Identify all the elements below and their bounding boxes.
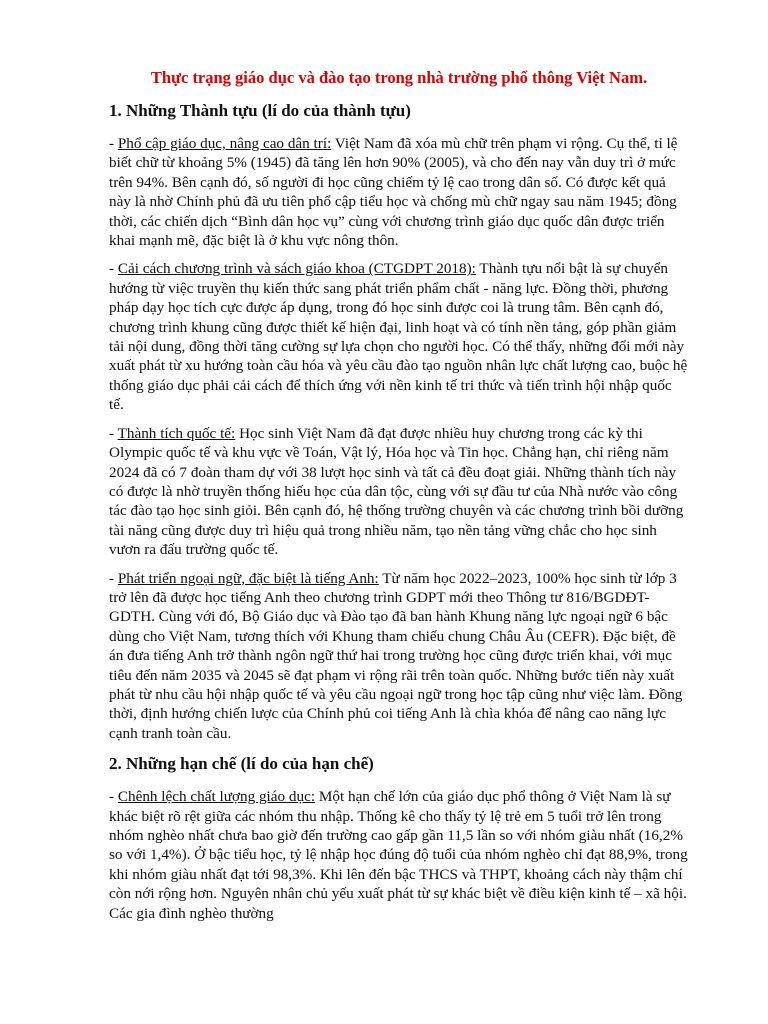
paragraph-lead: Cải cách chương trình và sách giáo khoa (CTGDPT 2018):: [117, 260, 476, 278]
paragraph-foreign-languages: [109, 569, 689, 744]
bullet-prefix: -: [109, 424, 118, 442]
paragraph-body: Học sinh Việt Nam đã đạt được nhiều huy chương trong các kỳ thi Olympic quốc tế và khu vực về Toán, Vật lý, Hóa học và Tin học. Chẳng hạn, chỉ riêng năm 2024 đã có 7 đoàn tham dự với 38 lượt học sinh và tất cả đều đoạt giải. Những thành tích này có được là nhờ truyền thống hiếu học của dân tộc, cùng với sự đầu tư của Nhà nước vào công tác đào tạo học sinh giỏi. Bên cạnh đó, hệ thống trường chuyên và các chương trình bồi dưỡng tài năng cũng được duy trì hiệu quả trong nhiều năm, tạo nền tảng vững chắc cho học sinh vươn ra đấu trường quốc tế.: [109, 424, 684, 559]
paragraph-body: Từ năm học 2022–2023, 100% học sinh từ lớp 3 trở lên đã được học tiếng Anh theo chương trình GDPT mới theo Thông tư 816/BGDĐT-GDTH. Cùng với đó, Bộ Giáo dục và Đào tạo đã ban hành Khung năng lực ngoại ngữ 6 bậc dùng cho Việt Nam, tương thích với Khung tham chiếu chung Châu Âu (CEFR). Đặc biệt, đề án đưa tiếng Anh trở thành ngôn ngữ thứ hai trong trường học cũng được triển khai, với mục tiêu đến năm 2035 và 2045 sẽ đạt phạm vi rộng rãi trên toàn quốc. Những bước tiến này xuất phát từ nhu cầu hội nhập quốc tế và yêu cầu ngoại ngữ trong học tập cũng như việc làm. Đồng thời, định hướng chiến lược của Chính phủ coi tiếng Anh là chìa khóa để nâng cao năng lực cạnh tranh toàn cầu.: [109, 569, 683, 742]
paragraph-international-achievements: [109, 424, 689, 560]
paragraph-body: Một hạn chế lớn của giáo dục phổ thông ở Việt Nam là sự khác biệt rõ rệt giữa các nhóm thu nhập. Thống kê cho thấy tỷ lệ trẻ em 5 tuổi trở lên trong nhóm nghèo nhất chưa bao giờ đến trường cao gấp gần 11,5 lần so với nhóm giàu nhất (16,2% so với 1,4%). Ở bậc tiểu học, tỷ lệ nhập học đúng độ tuổi của nhóm nghèo chỉ đạt 88,9%, trong khi nhóm giàu nhất đạt tới 98,3%. Khi lên đến bậc THCS và THPT, khoảng cách này thậm chí còn nới rộng hơn. Nguyên nhân chủ yếu xuất phát từ sự khác biệt về điều kiện kinh tế – xã hội. Các gia đình nghèo thường: [109, 788, 688, 922]
paragraph-quality-gap: [109, 787, 689, 923]
section-heading-achievements: 1. Những Thành tựu (lí do của thành tựu): [109, 101, 411, 120]
section-heading-limitations: 2. Những hạn chế (lí do của hạn chế): [109, 754, 374, 774]
bullet-prefix: -: [109, 260, 118, 278]
bullet-prefix: -: [109, 788, 118, 806]
paragraph-curriculum-reform: [109, 259, 689, 414]
paragraph-lead: Chênh lệch chất lượng giáo dục:: [117, 788, 316, 806]
document-title: Thực trạng giáo dục và đào tạo trong nhà trường phổ thông Việt Nam.: [150, 68, 648, 87]
document-page: [109, 66, 689, 932]
paragraph-body: Thành tựu nổi bật là sự chuyển hướng từ việc truyền thụ kiến thức sang phát triển phẩm chất - năng lực. Đồng thời, phương pháp dạy học tích cực được áp dụng, trong đó học sinh được coi là trung tâm. Bên cạnh đó, chương trình khung cũng được thiết kế hiện đại, linh hoạt và có tính nền tảng, góp phần giảm tải nội dung, đồng thời tăng cường sự lựa chọn cho người học. Có thể thấy, những đổi mới này xuất phát từ xu hướng toàn cầu hóa và yêu cầu đào tạo nguồn nhân lực chất lượng cao, buộc hệ thống giáo dục phải cải cách để thích ứng với nền kinh tế tri thức và tiến trình hội nhập quốc tế.: [109, 260, 688, 414]
paragraph-body: Việt Nam đã xóa mù chữ trên phạm vi rộng. Cụ thể, tỉ lệ biết chữ từ khoảng 5% (1945) đã tăng lên hơn 90% (2005), và cho đến nay vẫn duy trì ở mức trên 94%. Bên cạnh đó, số người đi học cũng chiếm tỷ lệ cao trong dân số. Có được kết quả này là nhờ Chính phủ đã ưu tiên phổ cập tiểu học và chống mù chữ ngay sau năm 1945; đồng thời, các chiến dịch “Bình dân học vụ” cùng với chương trình giáo dục quốc dân được triển khai mạnh mẽ, đặc biệt là ở khu vực nông thôn.: [109, 135, 678, 250]
bullet-prefix: -: [109, 569, 118, 587]
paragraph-lead: Phát triển ngoại ngữ, đặc biệt là tiếng Anh:: [117, 569, 379, 587]
bullet-prefix: -: [109, 135, 118, 152]
paragraph-lead: Phổ cập giáo dục, nâng cao dân trí:: [117, 135, 332, 152]
paragraph-literacy: [109, 134, 689, 250]
paragraph-lead: Thành tích quốc tế:: [117, 424, 236, 442]
